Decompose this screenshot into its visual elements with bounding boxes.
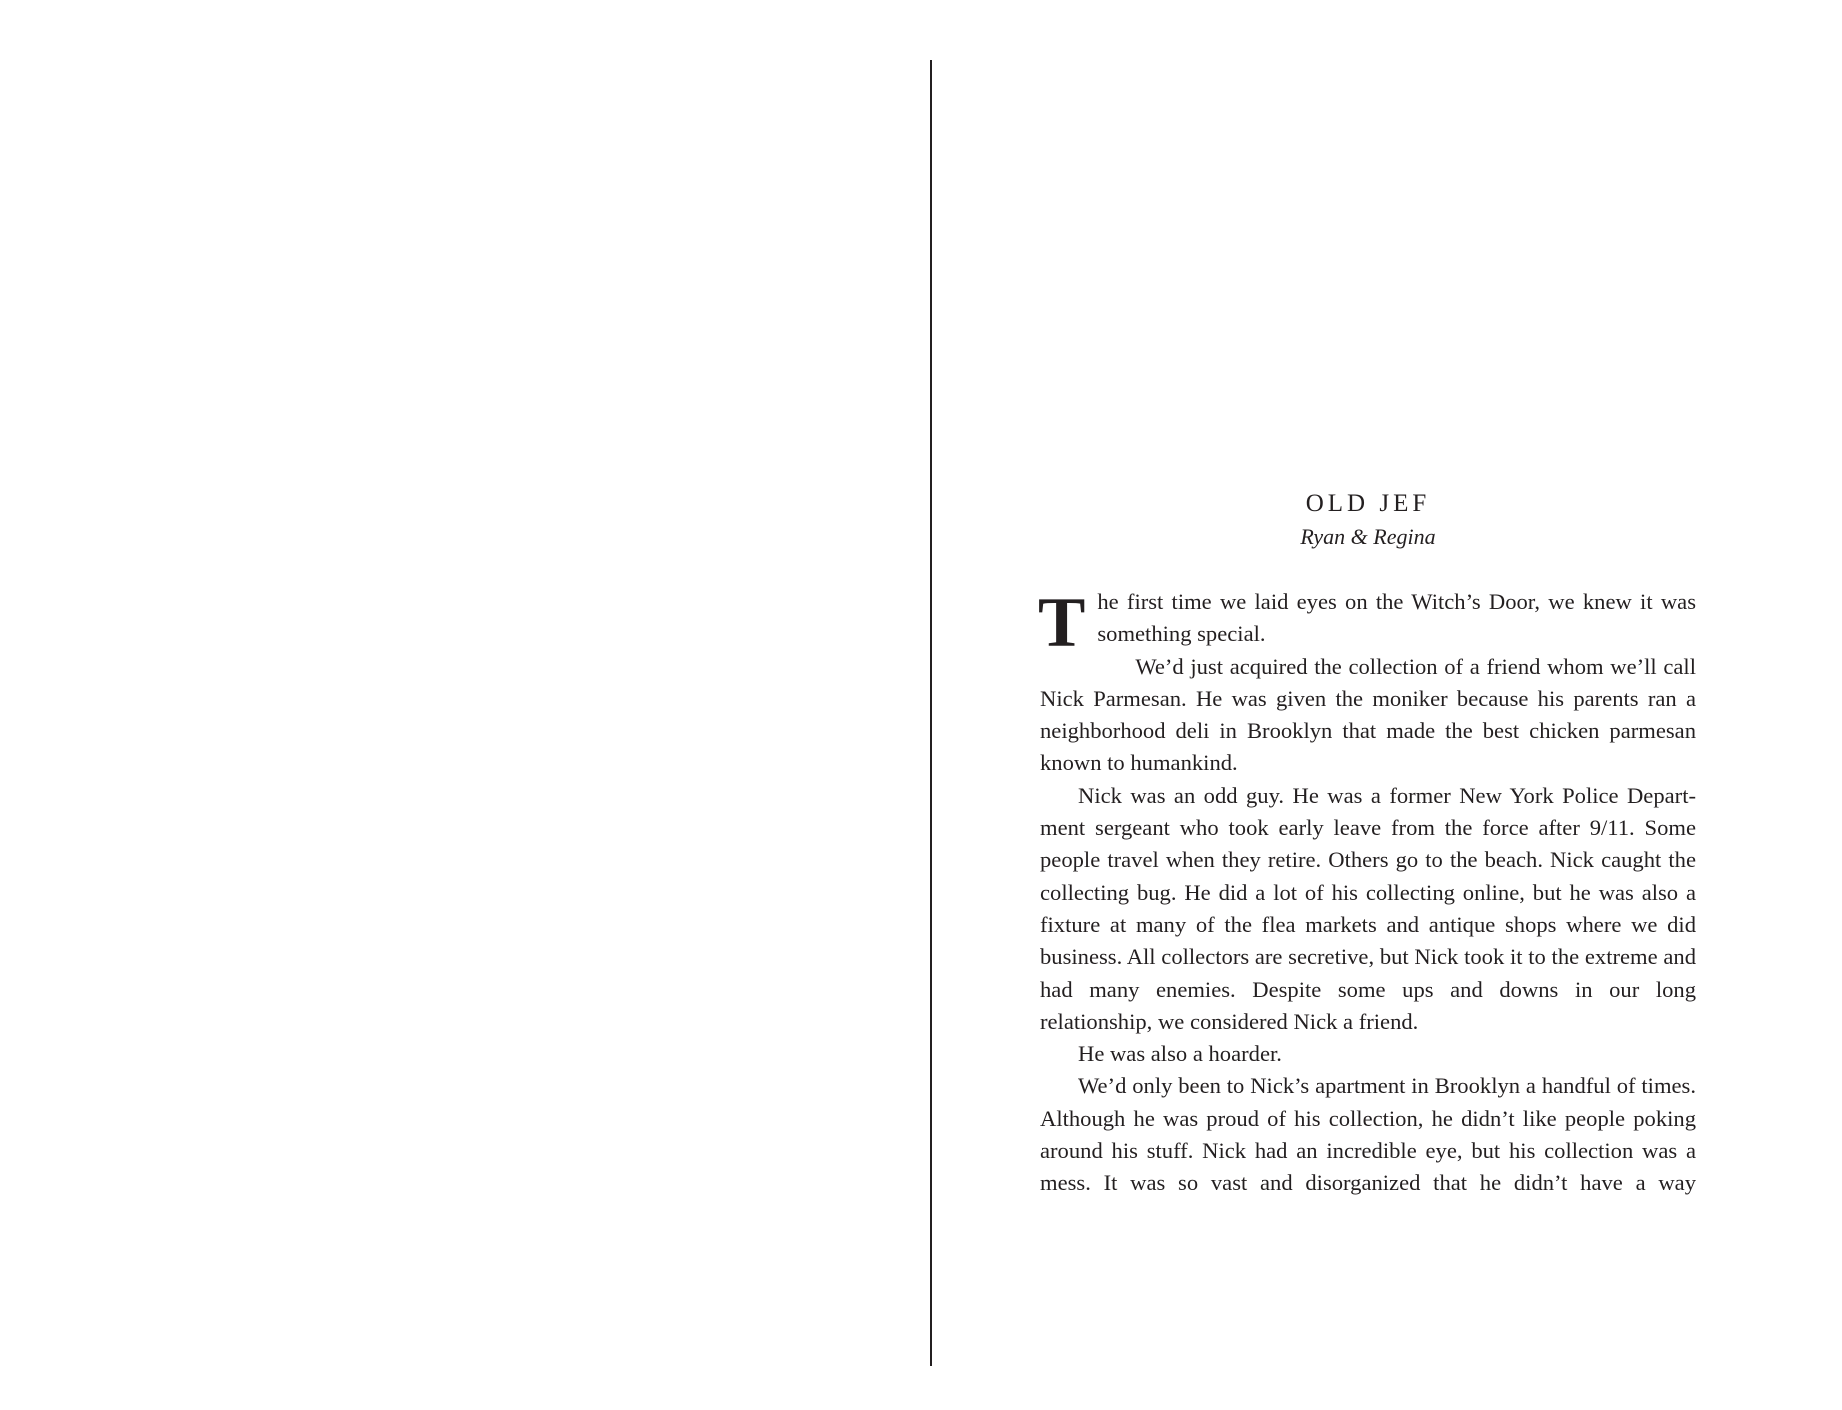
paragraph-last: We’d only been to Nick’s apartment in Brooklyn a handful of times. Although he was proud of his collection, he didn’t like people poking around his stuff. Nick had an incredible eye, but his collection was a mess. It was so vast and disorganized that he didn’t have a way <box>1040 1073 1696 1196</box>
paragraph-text: he first time we laid eyes on the Witch’s Door, we knew it was something special. <box>1097 589 1696 647</box>
chapter-title: OLD JEF <box>1305 490 1431 517</box>
chapter-authors: Ryan & Regina <box>1300 524 1436 549</box>
paragraph: He was also a hoarder. <box>1078 1041 1282 1067</box>
drop-cap-letter: T <box>1038 584 1086 662</box>
paragraph: Nick was an odd guy. He was a former New York Police Department sergeant who took early leave from the force after 9/11. Some people travel when they retire. Others go to the beach. Nick caught the collecting bug. He did a lot of his collecting online, but he was also a fixture at many of the flea markets and antique shops where we did business. All collectors are secretive, but Nick took it to the extreme and had many enemies. Despite some ups and downs in our long relationship, we considered Nick a friend. <box>1040 782 1696 1034</box>
paragraph: We’d just acquired the collection of a friend whom we’ll call Nick Parmesan. He was given the moniker because his parents ran a neighborhood deli in Brooklyn that made the best chicken parmesan known to humankind. <box>1040 653 1696 776</box>
chapter-body <box>1040 586 1696 1200</box>
paragraph-opening <box>1038 584 1696 662</box>
